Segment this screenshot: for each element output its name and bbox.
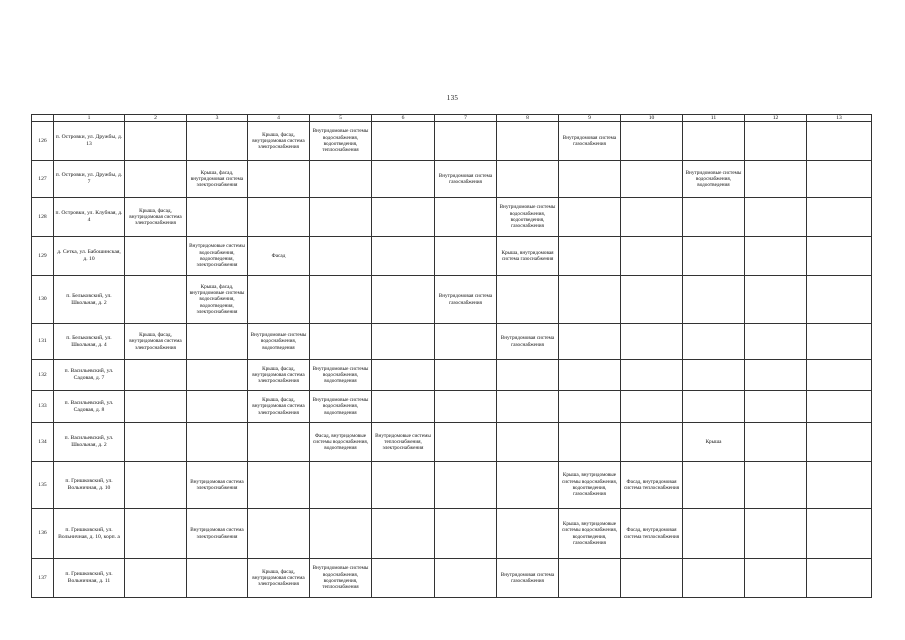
- work-cell: [559, 237, 621, 276]
- work-cell: Внутридомовая система электроснабжения: [187, 462, 248, 509]
- work-cell: [310, 276, 372, 324]
- work-cell: [248, 276, 310, 324]
- work-cell: [559, 324, 621, 360]
- work-cell: [435, 324, 497, 360]
- work-cell: [683, 462, 745, 509]
- work-cell: [621, 198, 683, 237]
- work-cell: [435, 462, 497, 509]
- table-row: [32, 122, 872, 161]
- work-cell: [807, 559, 872, 598]
- work-cell: [187, 360, 248, 391]
- work-cell: [559, 423, 621, 462]
- work-cell: [187, 423, 248, 462]
- row-number: 130: [32, 276, 54, 324]
- work-cell: [435, 198, 497, 237]
- work-cell: [497, 122, 559, 161]
- work-cell: [248, 462, 310, 509]
- work-cell: [807, 509, 872, 559]
- work-cell: Внутридомовые системы водоснабжения, водоотведения, теплоснабжения: [310, 559, 372, 598]
- work-cell: [187, 198, 248, 237]
- work-cell: Внутридомовые системы водоснабжения, водоотведения, электроснабжения: [187, 237, 248, 276]
- work-cell: [125, 237, 187, 276]
- work-cell: Крыша, фасад, внутридомовая система электроснабжения: [248, 559, 310, 598]
- work-cell: [621, 360, 683, 391]
- address-cell: п. Островки, ул. Дружбы, д. 7: [54, 161, 125, 198]
- work-cell: Крыша, фасад, внутридомовая система электроснабжения: [125, 198, 187, 237]
- address-cell: п. Гришковский, ул. Вольничная, д. 10, корп. а: [54, 509, 125, 559]
- work-cell: [372, 198, 435, 237]
- work-cell: [621, 122, 683, 161]
- work-cell: Внутридомовая система газоснабжения: [435, 276, 497, 324]
- work-cell: [435, 423, 497, 462]
- work-cell: Внутридомовая система электроснабжения: [187, 509, 248, 559]
- work-cell: [621, 559, 683, 598]
- work-cell: [248, 161, 310, 198]
- work-cell: Фасад, внутридомовая система теплоснабжения: [621, 462, 683, 509]
- work-cell: Крыша, фасад, внутридомовая система электроснабжения: [248, 391, 310, 423]
- address-cell: п. Островки, ул. Дружбы, д. 13: [54, 122, 125, 161]
- header-cell-blank: [32, 115, 54, 122]
- work-cell: Крыша, фасад, внутридомовые системы водоснабжения, водоотведения, электроснабжения: [187, 276, 248, 324]
- table-row: [32, 360, 872, 391]
- work-cell: Внутридомовые системы водоснабжения, водоотведения, газоснабжения: [497, 198, 559, 237]
- work-cell: Крыша, фасад, внутридомовая система электроснабжения: [187, 161, 248, 198]
- work-cell: [248, 509, 310, 559]
- work-cell: [187, 391, 248, 423]
- work-cell: [621, 423, 683, 462]
- work-cell: [497, 423, 559, 462]
- work-cell: [559, 198, 621, 237]
- work-cell: Внутридомовые системы водоснабжения, водоотведения: [310, 360, 372, 391]
- work-cell: Крыша, внутридомовые системы водоснабжения, водоотведения, газоснабжения: [559, 462, 621, 509]
- work-cell: [745, 237, 807, 276]
- work-cell: Фасад: [248, 237, 310, 276]
- row-number: 126: [32, 122, 54, 161]
- work-cell: [125, 559, 187, 598]
- address-cell: п. Васильевский, ул. Школьная, д. 2: [54, 423, 125, 462]
- work-cell: Крыша, внутридомовые системы водоснабжения, водоотведения, газоснабжения: [559, 509, 621, 559]
- table-row: [32, 423, 872, 462]
- address-cell: п. Гришковский, ул. Вольничная, д. 11: [54, 559, 125, 598]
- work-cell: Крыша, фасад, внутридомовая система электроснабжения: [248, 360, 310, 391]
- work-cell: Крыша, внутридомовая система газоснабжения: [497, 237, 559, 276]
- header-row: [32, 115, 872, 122]
- column-header: 9: [559, 115, 621, 122]
- work-cell: Крыша, фасад, внутридомовая система электроснабжения: [125, 324, 187, 360]
- work-cell: [807, 360, 872, 391]
- work-cell: [310, 198, 372, 237]
- work-cell: Крыша: [683, 423, 745, 462]
- column-header: 11: [683, 115, 745, 122]
- work-cell: [683, 391, 745, 423]
- repair-schedule-table: [31, 114, 872, 598]
- work-cell: [621, 324, 683, 360]
- work-cell: [745, 423, 807, 462]
- page-number: 135: [446, 94, 459, 102]
- work-cell: [683, 198, 745, 237]
- table-row: [32, 198, 872, 237]
- work-cell: [745, 360, 807, 391]
- table-row: [32, 324, 872, 360]
- work-cell: [372, 122, 435, 161]
- work-cell: [745, 198, 807, 237]
- work-cell: [683, 237, 745, 276]
- work-cell: [621, 391, 683, 423]
- work-cell: Внутридомовые системы водоснабжения, водоотведения: [248, 324, 310, 360]
- work-cell: [745, 276, 807, 324]
- work-cell: [372, 462, 435, 509]
- row-number: 134: [32, 423, 54, 462]
- column-header: 7: [435, 115, 497, 122]
- address-cell: п. Бельковский, ул. Школьная, д. 2: [54, 276, 125, 324]
- column-header: 1: [54, 115, 125, 122]
- work-cell: [125, 423, 187, 462]
- column-header: 12: [745, 115, 807, 122]
- work-cell: Фасад, внутридомовые системы водоснабжения, водоотведения: [310, 423, 372, 462]
- work-cell: [745, 324, 807, 360]
- work-cell: Внутридомовая система газоснабжения: [435, 161, 497, 198]
- address-cell: п. Гришковский, ул. Вольничная, д. 10: [54, 462, 125, 509]
- work-cell: [497, 391, 559, 423]
- work-cell: [187, 324, 248, 360]
- work-cell: [435, 559, 497, 598]
- row-number: 128: [32, 198, 54, 237]
- work-cell: [125, 360, 187, 391]
- work-cell: [807, 276, 872, 324]
- work-cell: [125, 391, 187, 423]
- work-cell: [310, 509, 372, 559]
- work-cell: [372, 161, 435, 198]
- table-row: [32, 509, 872, 559]
- work-cell: [807, 391, 872, 423]
- work-cell: Крыша, фасад, внутридомовая система электроснабжения: [248, 122, 310, 161]
- work-cell: Внутридомовые системы водоснабжения, водоотведения, теплоснабжения: [310, 122, 372, 161]
- address-cell: п. Васильевский, ул. Садовая, д. 8: [54, 391, 125, 423]
- work-cell: [683, 122, 745, 161]
- row-number: 136: [32, 509, 54, 559]
- work-cell: [125, 462, 187, 509]
- work-cell: [310, 161, 372, 198]
- work-cell: [559, 559, 621, 598]
- work-cell: [621, 276, 683, 324]
- work-cell: [435, 237, 497, 276]
- work-cell: [435, 360, 497, 391]
- work-cell: [745, 559, 807, 598]
- work-cell: [310, 462, 372, 509]
- column-header: 4: [248, 115, 310, 122]
- row-number: 131: [32, 324, 54, 360]
- work-cell: Внутридомовые системы водоснабжения, водоотведения: [310, 391, 372, 423]
- work-cell: Внутридомовые системы теплоснабжения, электроснабжения: [372, 423, 435, 462]
- row-number: 132: [32, 360, 54, 391]
- table-row: [32, 161, 872, 198]
- work-cell: [497, 462, 559, 509]
- work-cell: [435, 509, 497, 559]
- column-header: 10: [621, 115, 683, 122]
- work-cell: [372, 324, 435, 360]
- work-cell: [745, 161, 807, 198]
- address-cell: п. Островки, ул. Клубная, д. 4: [54, 198, 125, 237]
- work-cell: [559, 360, 621, 391]
- work-cell: [372, 391, 435, 423]
- work-cell: Внутридомовые системы водоснабжения, водоотведения: [683, 161, 745, 198]
- work-cell: [497, 360, 559, 391]
- work-cell: [372, 360, 435, 391]
- column-header: 3: [187, 115, 248, 122]
- work-cell: Внутридомовая система газоснабжения: [497, 324, 559, 360]
- work-cell: [310, 324, 372, 360]
- work-cell: [372, 559, 435, 598]
- row-number: 133: [32, 391, 54, 423]
- row-number: 127: [32, 161, 54, 198]
- work-cell: [745, 391, 807, 423]
- work-cell: Внутридомовая система газоснабжения: [497, 559, 559, 598]
- column-header: 6: [372, 115, 435, 122]
- work-cell: [745, 509, 807, 559]
- row-number: 135: [32, 462, 54, 509]
- work-cell: [497, 509, 559, 559]
- column-header: 8: [497, 115, 559, 122]
- work-cell: [125, 509, 187, 559]
- work-cell: [435, 122, 497, 161]
- column-header: 5: [310, 115, 372, 122]
- work-cell: [125, 161, 187, 198]
- work-cell: [435, 391, 497, 423]
- row-number: 137: [32, 559, 54, 598]
- column-header: 13: [807, 115, 872, 122]
- work-cell: [683, 559, 745, 598]
- work-cell: [745, 122, 807, 161]
- table-row: [32, 276, 872, 324]
- work-cell: [621, 237, 683, 276]
- table-row: [32, 391, 872, 423]
- work-cell: [125, 276, 187, 324]
- work-cell: [683, 360, 745, 391]
- work-cell: [497, 161, 559, 198]
- work-cell: [248, 423, 310, 462]
- work-cell: [683, 276, 745, 324]
- work-cell: [807, 324, 872, 360]
- work-cell: Фасад, внутридомовая система теплоснабжения: [621, 509, 683, 559]
- work-cell: [745, 462, 807, 509]
- work-cell: [497, 276, 559, 324]
- address-cell: п. Васильевский, ул. Садовая, д. 7: [54, 360, 125, 391]
- work-cell: [125, 122, 187, 161]
- work-cell: [621, 161, 683, 198]
- work-cell: [310, 237, 372, 276]
- work-cell: Внутридомовая система газоснабжения: [559, 122, 621, 161]
- work-cell: [372, 509, 435, 559]
- row-number: 129: [32, 237, 54, 276]
- work-cell: [807, 161, 872, 198]
- work-cell: [187, 122, 248, 161]
- table-row: [32, 237, 872, 276]
- work-cell: [559, 276, 621, 324]
- work-cell: [807, 122, 872, 161]
- table-row: [32, 559, 872, 598]
- work-cell: [683, 509, 745, 559]
- column-header: 2: [125, 115, 187, 122]
- address-cell: п. Бельковский, ул. Школьная, д. 4: [54, 324, 125, 360]
- work-cell: [187, 559, 248, 598]
- work-cell: [372, 276, 435, 324]
- work-cell: [559, 391, 621, 423]
- work-cell: [683, 324, 745, 360]
- work-cell: [807, 423, 872, 462]
- work-cell: [807, 237, 872, 276]
- address-cell: д. Сетка, ул. Бабошинская, д. 10: [54, 237, 125, 276]
- work-cell: [248, 198, 310, 237]
- work-cell: [807, 462, 872, 509]
- work-cell: [559, 161, 621, 198]
- work-cell: [807, 198, 872, 237]
- table-row: [32, 462, 872, 509]
- work-cell: [372, 237, 435, 276]
